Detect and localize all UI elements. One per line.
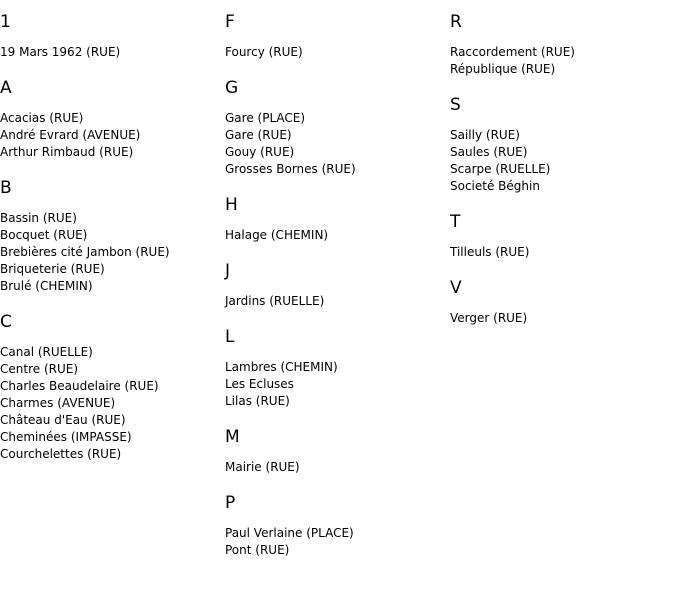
street-link[interactable]: Centre (RUE): [0, 362, 79, 376]
letter-section: [0, 178, 225, 295]
letter-section: [450, 12, 675, 78]
letter-section: [225, 427, 450, 476]
street-list: [225, 525, 450, 559]
street-link[interactable]: Les Ecluses: [225, 377, 294, 391]
letter-section: [450, 278, 675, 327]
street-link[interactable]: Jardins (RUELLE): [225, 294, 325, 308]
letter-heading: V: [450, 278, 462, 298]
letter-section: [225, 327, 450, 410]
letter-section: [225, 12, 450, 61]
letter-heading: P: [225, 493, 236, 513]
street-link[interactable]: Grosses Bornes (RUE): [225, 162, 356, 176]
street-link[interactable]: Paul Verlaine (PLACE): [225, 526, 354, 540]
street-link[interactable]: Gare (PLACE): [225, 111, 306, 125]
letter-heading: F: [225, 12, 235, 32]
street-link[interactable]: Lambres (CHEMIN): [225, 360, 338, 374]
letter-section: [0, 312, 225, 463]
letter-heading: R: [450, 12, 462, 32]
street-link[interactable]: Charmes (AVENUE): [0, 396, 116, 410]
street-link[interactable]: Societé Béghin: [450, 179, 540, 193]
letter-section: [450, 212, 675, 261]
street-list: [0, 44, 225, 61]
street-list: [225, 459, 450, 476]
letter-section: [225, 78, 450, 178]
street-list: [225, 227, 450, 244]
letter-heading: L: [225, 327, 235, 347]
street-link[interactable]: Halage (CHEMIN): [225, 228, 329, 242]
letter-heading: H: [225, 195, 238, 215]
letter-heading: S: [450, 95, 461, 115]
street-list: [225, 359, 450, 410]
street-index-column-2: [225, 12, 450, 576]
letter-section: [0, 12, 225, 61]
street-link[interactable]: Acacias (RUE): [0, 111, 84, 125]
street-link[interactable]: Mairie (RUE): [225, 460, 300, 474]
street-list: [225, 110, 450, 178]
street-link[interactable]: Cheminées (IMPASSE): [0, 430, 132, 444]
street-list: [0, 110, 225, 161]
letter-heading: G: [225, 78, 239, 98]
street-link[interactable]: Verger (RUE): [450, 311, 528, 325]
street-link[interactable]: Courchelettes (RUE): [0, 447, 122, 461]
street-link[interactable]: Château d'Eau (RUE): [0, 413, 126, 427]
street-link[interactable]: Saules (RUE): [450, 145, 528, 159]
street-link[interactable]: Gare (RUE): [225, 128, 292, 142]
letter-heading: B: [0, 178, 12, 198]
street-link[interactable]: Arthur Rimbaud (RUE): [0, 145, 134, 159]
street-link[interactable]: Canal (RUELLE): [0, 345, 93, 359]
street-link[interactable]: Sailly (RUE): [450, 128, 520, 142]
street-list: [225, 44, 450, 61]
street-list: [450, 44, 675, 78]
street-link[interactable]: Briqueterie (RUE): [0, 262, 105, 276]
letter-section: [450, 95, 675, 195]
street-list: [450, 127, 675, 195]
letter-heading: 1: [0, 12, 11, 32]
letter-heading: T: [450, 212, 461, 232]
street-link[interactable]: Scarpe (RUELLE): [450, 162, 551, 176]
letter-section: [225, 261, 450, 310]
letter-section: [225, 493, 450, 559]
letter-heading: J: [225, 261, 231, 281]
street-link[interactable]: Gouy (RUE): [225, 145, 295, 159]
street-index-column-1: [0, 12, 225, 480]
street-link[interactable]: Charles Beaudelaire (RUE): [0, 379, 159, 393]
street-link[interactable]: 19 Mars 1962 (RUE): [0, 45, 121, 59]
street-list: [0, 210, 225, 295]
letter-section: [225, 195, 450, 244]
street-link[interactable]: Raccordement (RUE): [450, 45, 575, 59]
letter-heading: A: [0, 78, 12, 98]
street-list: [450, 310, 675, 327]
street-list: [225, 293, 450, 310]
street-link[interactable]: Brebières cité Jambon (RUE): [0, 245, 170, 259]
street-link[interactable]: Fourcy (RUE): [225, 45, 303, 59]
street-link[interactable]: Bocquet (RUE): [0, 228, 88, 242]
street-link[interactable]: Bassin (RUE): [0, 211, 77, 225]
letter-section: [0, 78, 225, 161]
letter-heading: C: [0, 312, 12, 332]
street-link[interactable]: Lilas (RUE): [225, 394, 290, 408]
street-index-column-3: [450, 12, 675, 344]
street-list: [450, 244, 675, 261]
letter-heading: M: [225, 427, 240, 447]
street-link[interactable]: Brulé (CHEMIN): [0, 279, 93, 293]
street-link[interactable]: Pont (RUE): [225, 543, 290, 557]
street-link[interactable]: Tilleuls (RUE): [450, 245, 530, 259]
street-link[interactable]: République (RUE): [450, 62, 556, 76]
street-link[interactable]: André Evrard (AVENUE): [0, 128, 141, 142]
street-list: [0, 344, 225, 463]
